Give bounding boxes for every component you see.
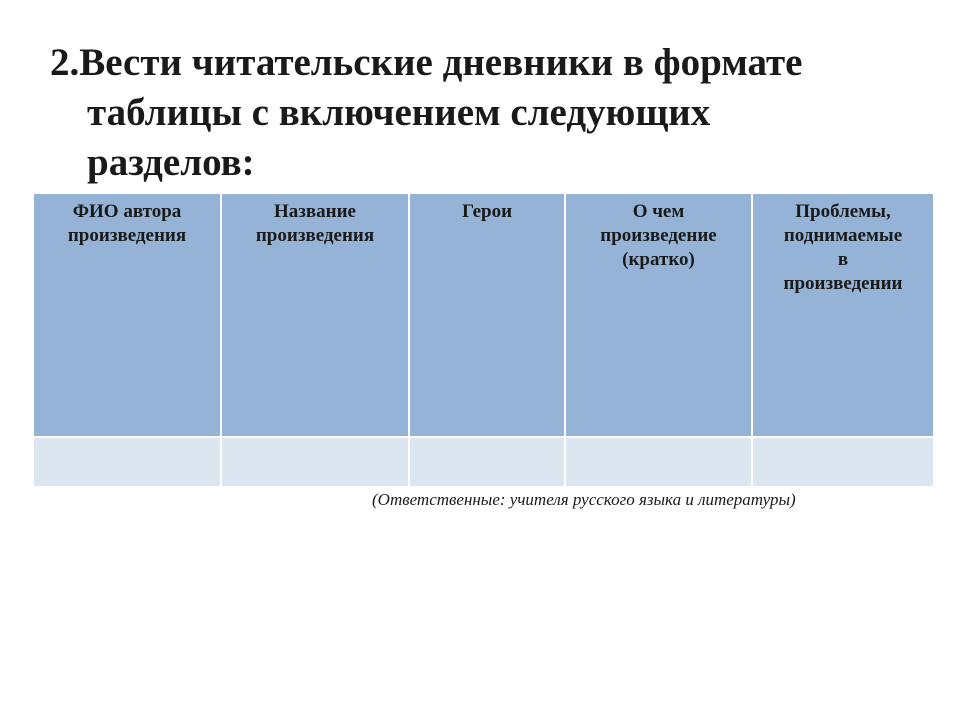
reading-diary-table bbox=[34, 194, 933, 486]
heading-line-1: Вести читательские дневники в формате bbox=[79, 41, 803, 84]
heading-line-2: таблицы с включением следующих bbox=[87, 91, 711, 134]
column-header-heroes: Герои bbox=[409, 194, 565, 437]
column-header-summary: О чем произведение (кратко) bbox=[565, 194, 752, 437]
table-header-row bbox=[34, 194, 933, 437]
column-header-author: ФИО автора произведения bbox=[34, 194, 221, 437]
slide-heading bbox=[50, 38, 930, 188]
table-cell bbox=[221, 437, 409, 486]
table-cell bbox=[34, 437, 221, 486]
table-cell bbox=[565, 437, 752, 486]
table-row bbox=[34, 437, 933, 486]
heading-line-3: разделов: bbox=[87, 141, 255, 184]
heading-number: 2. bbox=[50, 41, 80, 84]
column-header-title: Название произведения bbox=[221, 194, 409, 437]
table-cell bbox=[409, 437, 565, 486]
responsible-note: (Ответственные: учителя русского языка и литературы) bbox=[372, 490, 796, 509]
table-cell bbox=[752, 437, 933, 486]
column-header-problems: Проблемы, поднимаемые в произведении bbox=[752, 194, 933, 437]
